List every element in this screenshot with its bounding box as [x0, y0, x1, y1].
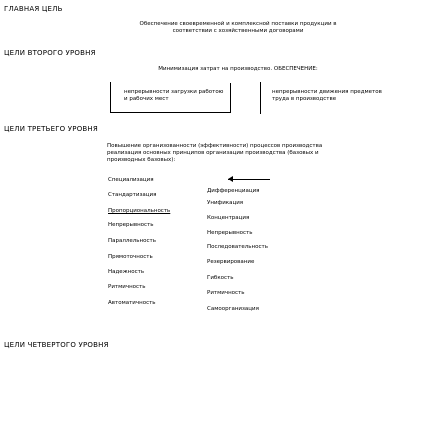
level3-summary-line-2: реализация основных принципов организации производства (базовых и	[107, 150, 319, 156]
list-item: Гибкость	[207, 275, 234, 281]
level3-heading: ЦЕЛИ ТРЕТЬЕГО УРОВНЯ	[4, 125, 98, 133]
list-item: Непрерывность	[207, 230, 253, 236]
list-item: Пропорциональность	[108, 208, 171, 214]
list-item: Непрерывность	[108, 222, 154, 228]
level2-right-line-1: непрерывности движения предметов	[272, 89, 382, 95]
goal-line-2: соответствии с хозяйственными договорами	[172, 28, 304, 34]
level4-heading: ЦЕЛИ ЧЕТВЕРТОГО УРОВНЯ	[4, 341, 109, 349]
level3-connector	[228, 179, 270, 180]
list-item: Стандартизация	[108, 192, 157, 198]
list-item: Концентрация	[207, 215, 250, 221]
level3-summary-line-1: Повышение организованности (эффективности) процессов производства	[107, 143, 323, 149]
list-item: Дифференциация	[207, 188, 260, 194]
list-item: Последовательность	[207, 244, 268, 250]
list-item: Унификация	[207, 200, 244, 206]
level2-summary: Минимизация затрат на производство. ОБЕСПЕЧЕНИЕ:	[158, 66, 318, 72]
list-item: Резервирование	[207, 259, 255, 265]
level2-left-line-2: и рабочих мест	[124, 96, 169, 102]
list-item: Параллельность	[108, 238, 156, 244]
list-item: Ритмичность	[108, 284, 146, 290]
level2-heading: ЦЕЛИ ВТОРОГО УРОВНЯ	[4, 49, 96, 57]
goal-line-1: Обеспечение своевременной и комплексной поставки продукции в	[139, 21, 337, 27]
level2-right-line-2: труда в производстве	[272, 96, 337, 102]
level3-summary-line-3: производных базовых):	[107, 157, 176, 163]
list-item: Самоорганизация	[207, 306, 259, 312]
level2-left-underline	[110, 112, 230, 113]
list-item: Автоматичность	[108, 300, 156, 306]
list-item: Надежность	[108, 269, 145, 275]
arrowhead-icon	[228, 176, 233, 182]
main-goal-heading: ГЛАВНАЯ ЦЕЛЬ	[4, 5, 63, 13]
level2-left-rule	[110, 82, 111, 112]
level2-left-line-1: непрерывности загрузки работою	[124, 89, 224, 95]
list-item: Ритмичность	[207, 290, 245, 296]
level2-center-rule	[230, 83, 231, 113]
level2-right-rule	[260, 82, 261, 114]
list-item: Прямоточность	[108, 254, 153, 260]
list-item: Специализация	[108, 177, 154, 183]
